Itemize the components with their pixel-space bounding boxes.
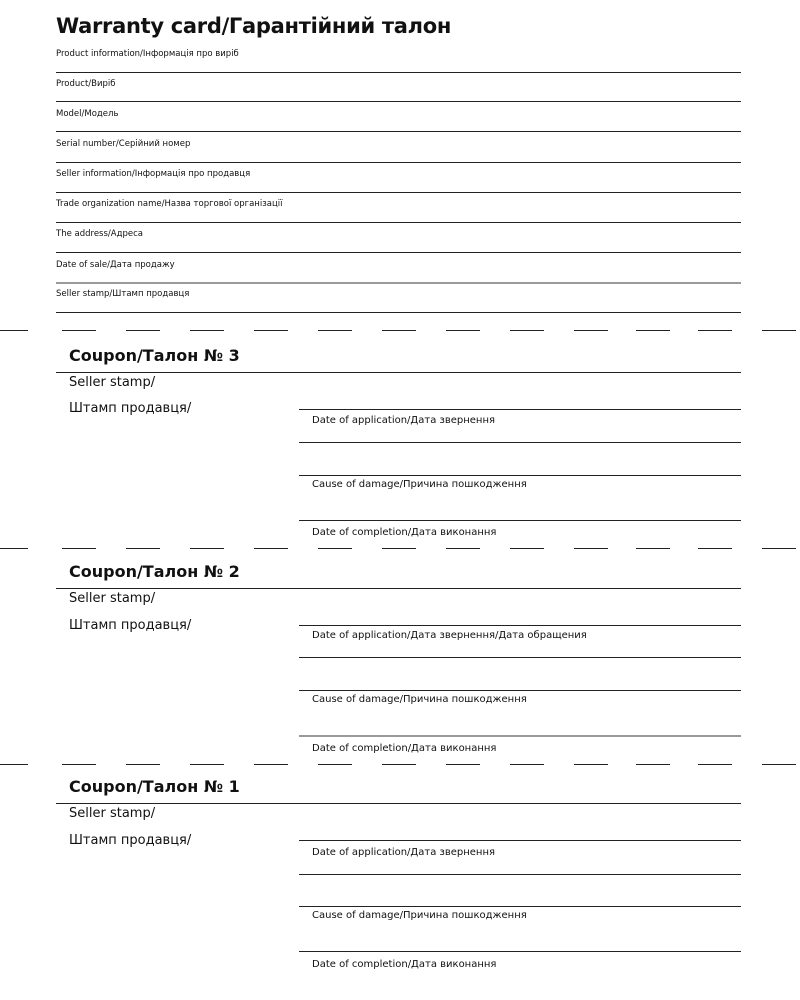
divider [56,588,741,589]
serial-number-label: Serial number/Серійний номер [56,139,191,149]
trade-organization-label: Trade organization name/Назва торгової організації [56,199,283,209]
field-line [299,442,741,443]
product-field-line [56,101,741,102]
date-of-sale-label: Date of sale/Дата продажу [56,260,175,270]
field-line [299,520,741,521]
product-label: Product/Виріб [56,79,116,89]
serial-number-field-line [56,162,741,163]
field-line [299,657,741,658]
field-line [299,951,741,952]
coupon-2-cause-of-damage: Cause of damage/Причина пошкодження [312,694,527,705]
model-field-line [56,131,741,132]
coupon-1-seller-stamp-label: Seller stamp/ [69,806,156,821]
field-line [299,906,741,907]
address-field-line [56,252,741,253]
divider [56,803,741,804]
coupon-3-seller-stamp-label-ua: Штамп продавця/ [69,401,192,416]
coupon-1-title: Coupon/Талон № 1 [69,777,240,796]
coupon-3-date-of-application: Date of application/Дата звернення [312,415,495,426]
product-information-heading: Product information/Інформація про виріб [56,49,239,59]
coupon-2-seller-stamp-label: Seller stamp/ [69,591,156,606]
coupon-3-seller-stamp-label: Seller stamp/ [69,375,156,390]
field-line [299,625,741,626]
trade-organization-field-line [56,222,741,223]
coupon-1-seller-stamp-label-ua: Штамп продавця/ [69,833,192,848]
field-line [299,874,741,875]
coupon-1-date-of-application: Date of application/Дата звернення [312,847,495,858]
field-line [299,840,741,841]
coupon-2-date-of-application: Date of application/Дата звернення/Дата обращения [312,630,587,641]
field-line [299,690,741,691]
divider [56,192,741,193]
seller-information-heading: Seller information/Інформація про продавця [56,169,251,179]
coupon-3-cause-of-damage: Cause of damage/Причина пошкодження [312,479,527,490]
field-line [299,475,741,476]
coupon-1-date-of-completion: Date of completion/Дата виконання [312,959,497,970]
model-label: Model/Модель [56,109,119,119]
address-label: The address/Адреса [56,229,143,239]
coupon-3-title: Coupon/Талон № 3 [69,346,240,365]
coupon-1-cause-of-damage: Cause of damage/Причина пошкодження [312,910,527,921]
coupon-2-seller-stamp-label-ua: Штамп продавця/ [69,618,192,633]
divider [56,72,741,73]
coupon-2-date-of-completion: Date of completion/Дата виконання [312,743,497,754]
coupon-2-title: Coupon/Талон № 2 [69,562,240,581]
seller-stamp-field-line [56,312,741,313]
date-of-sale-field-line [56,282,741,284]
seller-stamp-label: Seller stamp/Штамп продавця [56,289,190,299]
field-line [299,735,741,737]
coupon-3-date-of-completion: Date of completion/Дата виконання [312,527,497,538]
divider [56,372,741,373]
warranty-card-title: Warranty card/Гарантійний талон [56,14,452,38]
field-line [299,409,741,410]
